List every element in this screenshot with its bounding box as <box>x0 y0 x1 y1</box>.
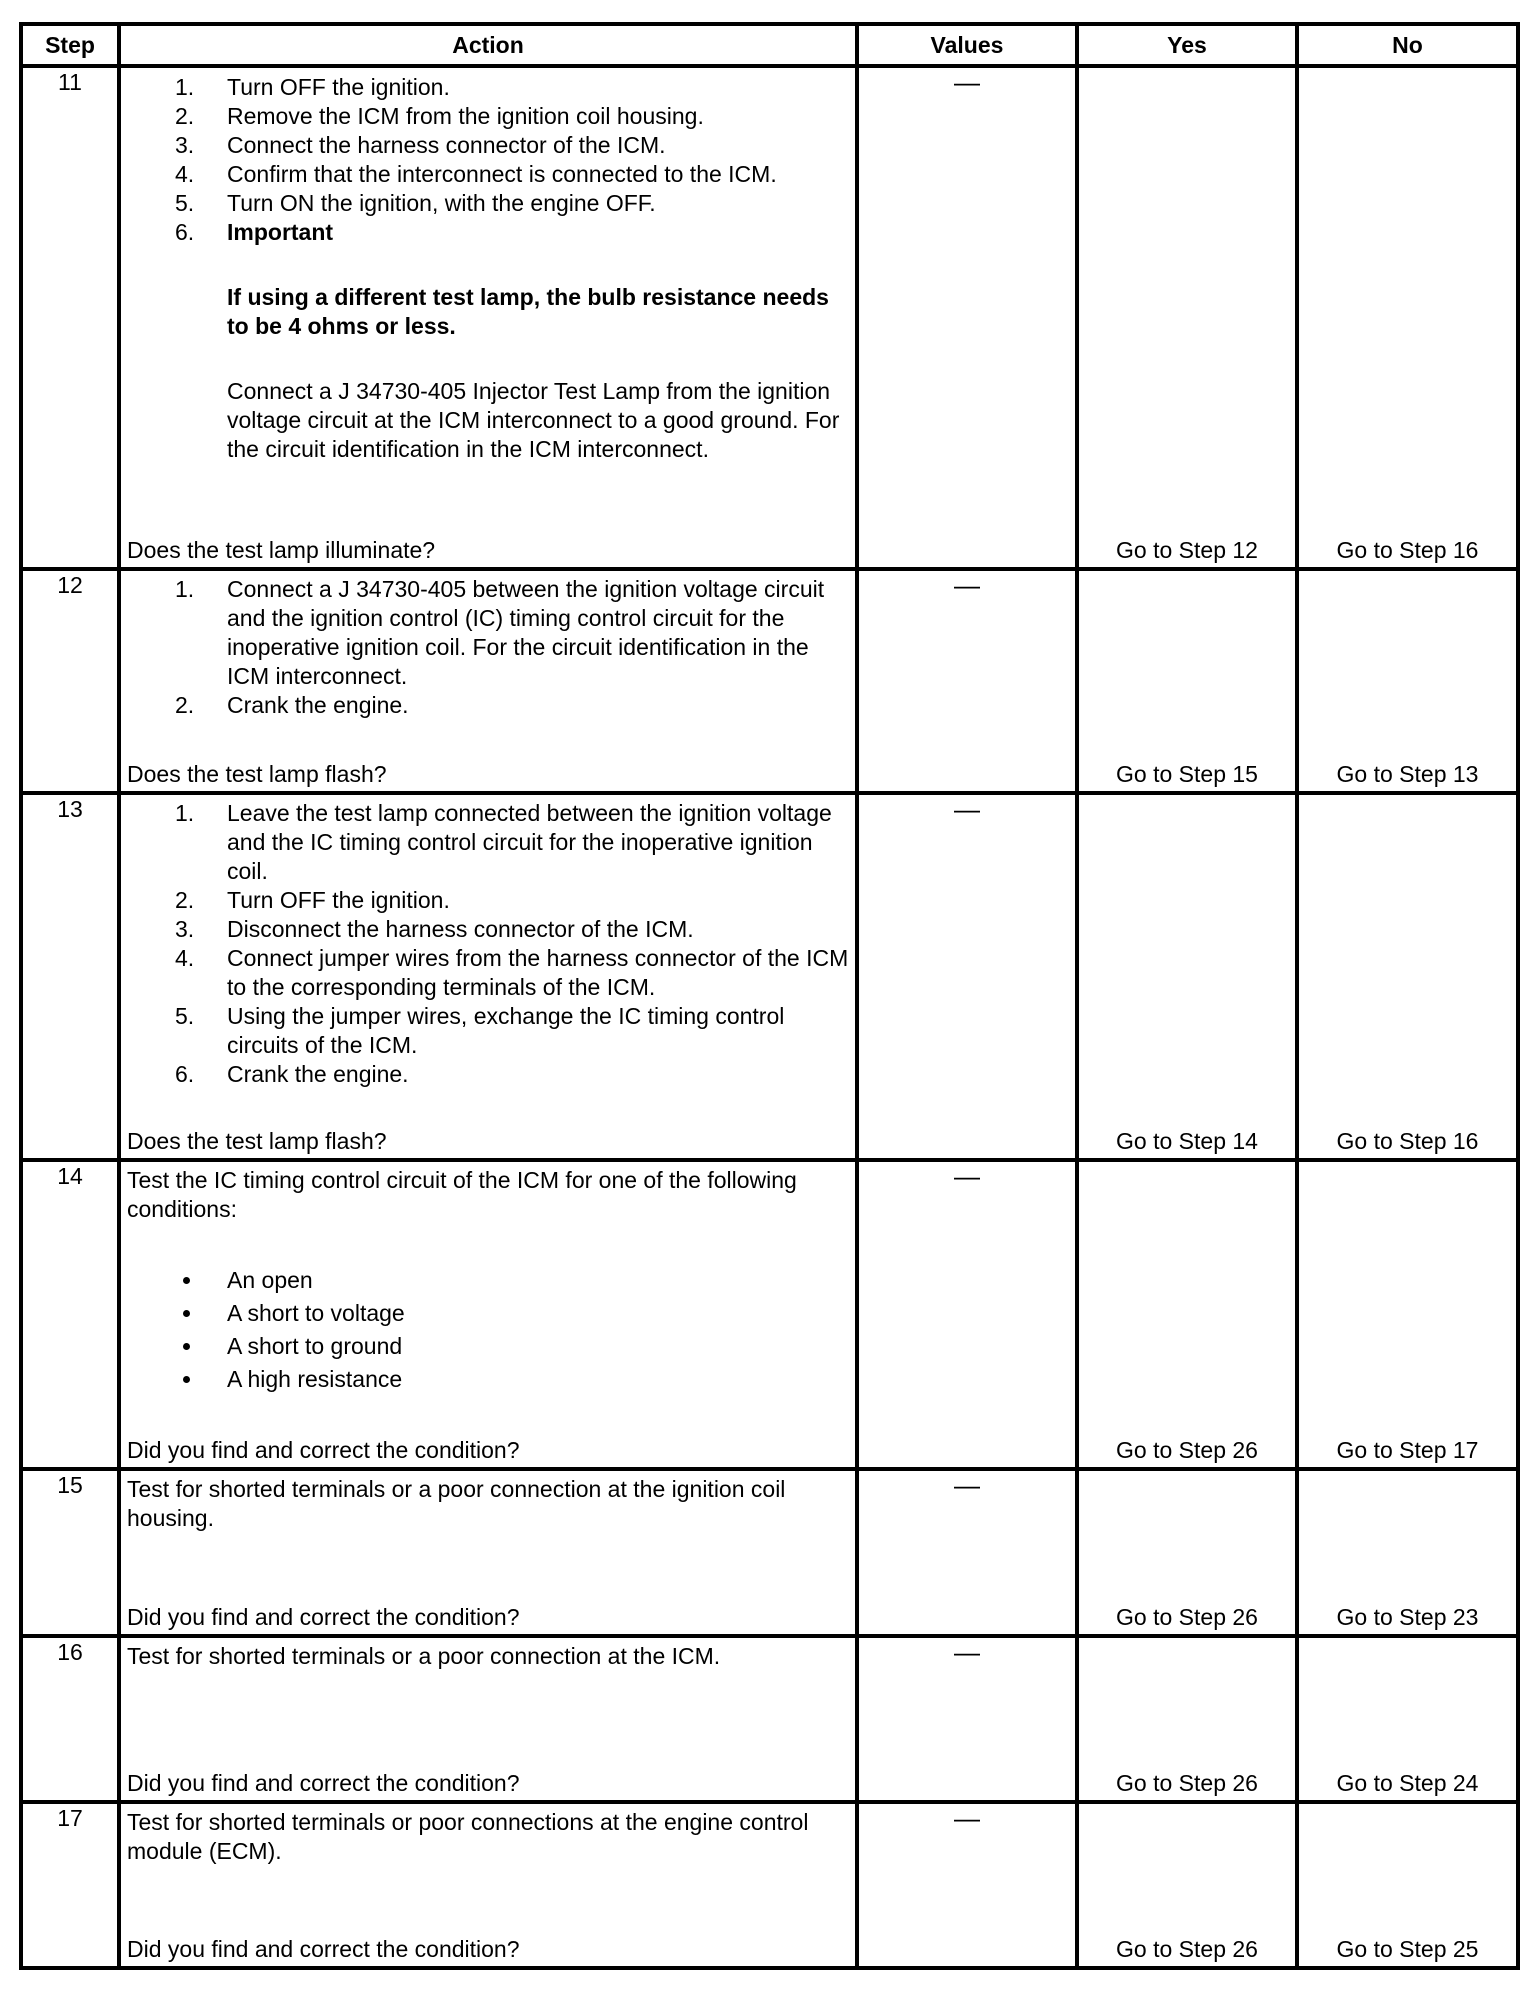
list-item: A short to ground <box>127 1330 849 1363</box>
step-question: Does the test lamp illuminate? <box>127 536 436 563</box>
values-cell: — <box>857 1636 1077 1802</box>
step-number: 17 <box>21 1802 119 1968</box>
no-goto: Go to Step 16 <box>1336 536 1479 563</box>
header-no: No <box>1297 24 1518 66</box>
no-goto: Go to Step 17 <box>1336 1437 1479 1464</box>
action-step: 3. Disconnect the harness connector of the ICM. <box>175 915 694 942</box>
yes-goto: Go to Step 26 <box>1116 1437 1258 1464</box>
action-step: 1. Connect a J 34730-405 between the ignition voltage circuit and the ignition control (IC) timing control circuit for the inoperative ignition coil. For the circuit identification in the ICM interconnect. <box>175 575 825 689</box>
list-item: A high resistance <box>127 1363 849 1396</box>
yes-goto: Go to Step 26 <box>1116 1769 1258 1796</box>
table-row-step-14 <box>21 1160 1518 1469</box>
step-number: 14 <box>21 1160 119 1469</box>
header-values: Values <box>857 24 1077 66</box>
table-row-step-16 <box>21 1636 1518 1802</box>
yes-cell <box>1077 1160 1297 1469</box>
action-steps <box>127 575 849 720</box>
table-row-step-12 <box>21 569 1518 793</box>
yes-cell <box>1077 1469 1297 1635</box>
action-steps <box>127 73 849 464</box>
yes-goto: Go to Step 26 <box>1116 1603 1258 1630</box>
no-goto: Go to Step 24 <box>1336 1769 1479 1796</box>
values-cell: — <box>857 66 1077 569</box>
step-question: Did you find and correct the condition? <box>127 1437 520 1464</box>
no-cell <box>1297 1636 1518 1802</box>
header-yes: Yes <box>1077 24 1297 66</box>
action-intro: Test for shorted terminals or poor connections at the engine control module (ECM). <box>127 1808 809 1864</box>
diagnostic-table <box>19 22 1520 1970</box>
yes-goto: Go to Step 15 <box>1116 760 1258 787</box>
no-goto: Go to Step 25 <box>1336 1936 1479 1962</box>
no-cell <box>1297 1469 1518 1635</box>
values-cell: — <box>857 569 1077 793</box>
yes-goto: Go to Step 26 <box>1116 1936 1258 1962</box>
action-step: 2. Turn OFF the ignition. <box>175 886 450 913</box>
action-step: 4. Confirm that the interconnect is connected to the ICM. <box>175 161 777 187</box>
step-number: 15 <box>21 1469 119 1635</box>
step-question: Does the test lamp flash? <box>127 760 387 787</box>
action-intro: Test for shorted terminals or a poor connection at the ICM. <box>127 1642 721 1669</box>
action-cell <box>119 1469 857 1635</box>
action-step: 4. Connect jumper wires from the harness connector of the ICM to the corresponding terminals of the ICM. <box>175 944 849 1000</box>
no-goto: Go to Step 23 <box>1336 1603 1479 1630</box>
no-cell <box>1297 569 1518 793</box>
step-question: Did you find and correct the condition? <box>127 1936 520 1962</box>
step6-instruction: Connect a J 34730-405 Injector Test Lamp from the ignition voltage circuit at the ICM interconnect to a good ground. For the circuit identification in the ICM interconnect. <box>227 378 840 462</box>
yes-cell <box>1077 1636 1297 1802</box>
header-row <box>21 24 1518 66</box>
important-note: If using a different test lamp, the bulb resistance needs to be 4 ohms or less. <box>227 284 829 339</box>
yes-goto: Go to Step 14 <box>1116 1128 1258 1155</box>
action-step: 3. Connect the harness connector of the ICM. <box>175 132 666 158</box>
action-step: 5. Using the jumper wires, exchange the IC timing control circuits of the ICM. <box>175 1002 785 1058</box>
action-cell <box>119 569 857 793</box>
action-step: 1. Turn OFF the ignition. <box>175 74 450 100</box>
table-row-step-13 <box>21 793 1518 1160</box>
values-cell: — <box>857 1160 1077 1469</box>
no-cell <box>1297 793 1518 1160</box>
values-cell: — <box>857 793 1077 1160</box>
header-action: Action <box>119 24 857 66</box>
action-cell <box>119 1160 857 1469</box>
action-step: 5. Turn ON the ignition, with the engine OFF. <box>175 190 656 216</box>
important-label: Important <box>227 219 334 245</box>
no-goto: Go to Step 16 <box>1336 1128 1479 1155</box>
table-row-step-11 <box>21 66 1518 569</box>
action-cell <box>119 1802 857 1968</box>
yes-goto: Go to Step 12 <box>1116 536 1258 563</box>
condition-list <box>127 1264 849 1396</box>
step-question: Did you find and correct the condition? <box>127 1769 520 1796</box>
values-cell: — <box>857 1802 1077 1968</box>
table-row-step-17 <box>21 1802 1518 1968</box>
action-cell <box>119 66 857 569</box>
step-number: 11 <box>21 66 119 569</box>
action-steps <box>127 799 849 1089</box>
values-cell: — <box>857 1469 1077 1635</box>
action-step: 6. Crank the engine. <box>175 1060 409 1087</box>
no-cell <box>1297 1160 1518 1469</box>
yes-cell <box>1077 1802 1297 1968</box>
step-number: 16 <box>21 1636 119 1802</box>
action-step: 1. Leave the test lamp connected between the ignition voltage and the IC timing control circuit for the inoperative ignition coil. <box>175 799 832 884</box>
action-cell <box>119 793 857 1160</box>
action-step: 2. Remove the ICM from the ignition coil housing. <box>175 103 704 129</box>
no-cell <box>1297 1802 1518 1968</box>
header-step: Step <box>21 24 119 66</box>
step-number: 13 <box>21 793 119 1160</box>
step-question: Does the test lamp flash? <box>127 1128 387 1155</box>
action-intro: Test the IC timing control circuit of the ICM for one of the following conditions: <box>127 1167 797 1223</box>
action-cell <box>119 1636 857 1802</box>
step-number: 12 <box>21 569 119 793</box>
table-row-step-15 <box>21 1469 1518 1635</box>
no-goto: Go to Step 13 <box>1336 760 1479 787</box>
action-intro: Test for shorted terminals or a poor connection at the ignition coil housing. <box>127 1476 786 1532</box>
action-step: 6. Important If using a different test lamp, the bulb resistance needs to be 4 ohms or less. Connect a J 34730-405 Injector Test Lamp from the ignition voltage circuit at the ICM interconnect to a good ground. For the circuit identification in the ICM interconnect. <box>127 218 849 464</box>
action-step: 2. Crank the engine. <box>175 691 409 718</box>
no-cell <box>1297 66 1518 569</box>
list-item: A short to voltage <box>127 1297 849 1330</box>
step-question: Did you find and correct the condition? <box>127 1603 520 1630</box>
yes-cell <box>1077 793 1297 1160</box>
list-item: An open <box>127 1264 849 1297</box>
yes-cell <box>1077 66 1297 569</box>
yes-cell <box>1077 569 1297 793</box>
